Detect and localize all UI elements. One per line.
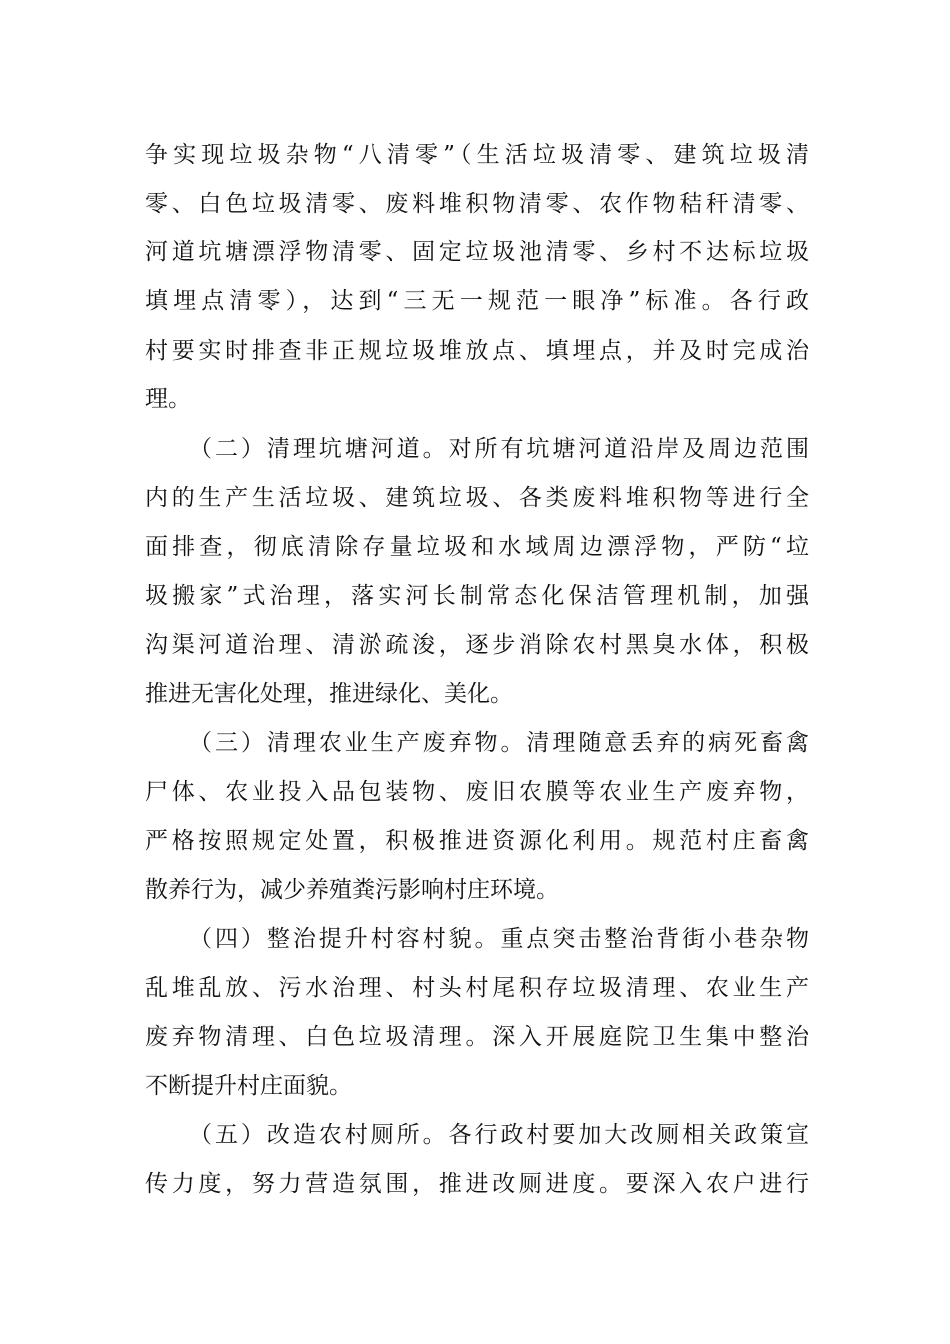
text-line: 圾搬家”式治理，落实河长制常态化保洁管理机制，加强: [145, 583, 809, 609]
text-line: 乱堆乱放、污水治理、村头村尾积存垃圾清理、农业生产: [145, 975, 809, 1001]
text-line: 沟渠河道治理、清淤疏浚，逐步消除农村黑臭水体，积极: [145, 632, 809, 658]
text-line: 面排查，彻底清除存量垃圾和水域周边漂浮物，严防“垃: [145, 534, 809, 560]
text-line: 传力度，努力营造氛围，推进改厕进度。要深入农户进行: [145, 1171, 809, 1197]
text-line: 村要实时排查非正规垃圾堆放点、填埋点，并及时完成治: [145, 338, 809, 364]
text-line: 零、白色垃圾清零、废料堆积物清零、农作物秸秆清零、: [145, 191, 809, 217]
text-line: 严格按照规定处置，积极推进资源化利用。规范村庄畜禽: [145, 828, 809, 854]
text-line: 废弃物清理、白色垃圾清理。深入开展庭院卫生集中整治: [145, 1024, 809, 1050]
text-line: 河道坑塘漂浮物清零、固定垃圾池清零、乡村不达标垃圾: [145, 239, 809, 265]
section-heading-line: （五）改造农村厕所。各行政村要加大改厕相关政策宣: [189, 1122, 809, 1148]
text-line: 不断提升村庄面貌。: [145, 1073, 352, 1099]
text-line: 理。: [145, 386, 191, 412]
section-heading-line: （四）整治提升村容村貌。重点突击整治背街小巷杂物: [189, 926, 809, 952]
text-line: 尸体、农业投入品包装物、废旧农膜等农业生产废弃物，: [145, 779, 809, 805]
text-line: 推进无害化处理，推进绿化、美化。: [145, 681, 513, 707]
section-heading-line: （二）清理坑塘河道。对所有坑塘河道沿岸及周边范围: [189, 436, 809, 462]
text-line: 散养行为，减少养殖粪污影响村庄环境。: [145, 877, 559, 903]
text-line: 填埋点清零），达到“三无一规范一眼净”标准。各行政: [145, 288, 809, 314]
text-line: 内的生产生活垃圾、建筑垃圾、各类废料堆积物等进行全: [145, 485, 809, 511]
text-line: 争实现垃圾杂物“八清零”（生活垃圾清零、建筑垃圾清: [145, 142, 809, 168]
section-heading-line: （三）清理农业生产废弃物。清理随意丢弃的病死畜禽: [189, 730, 809, 756]
